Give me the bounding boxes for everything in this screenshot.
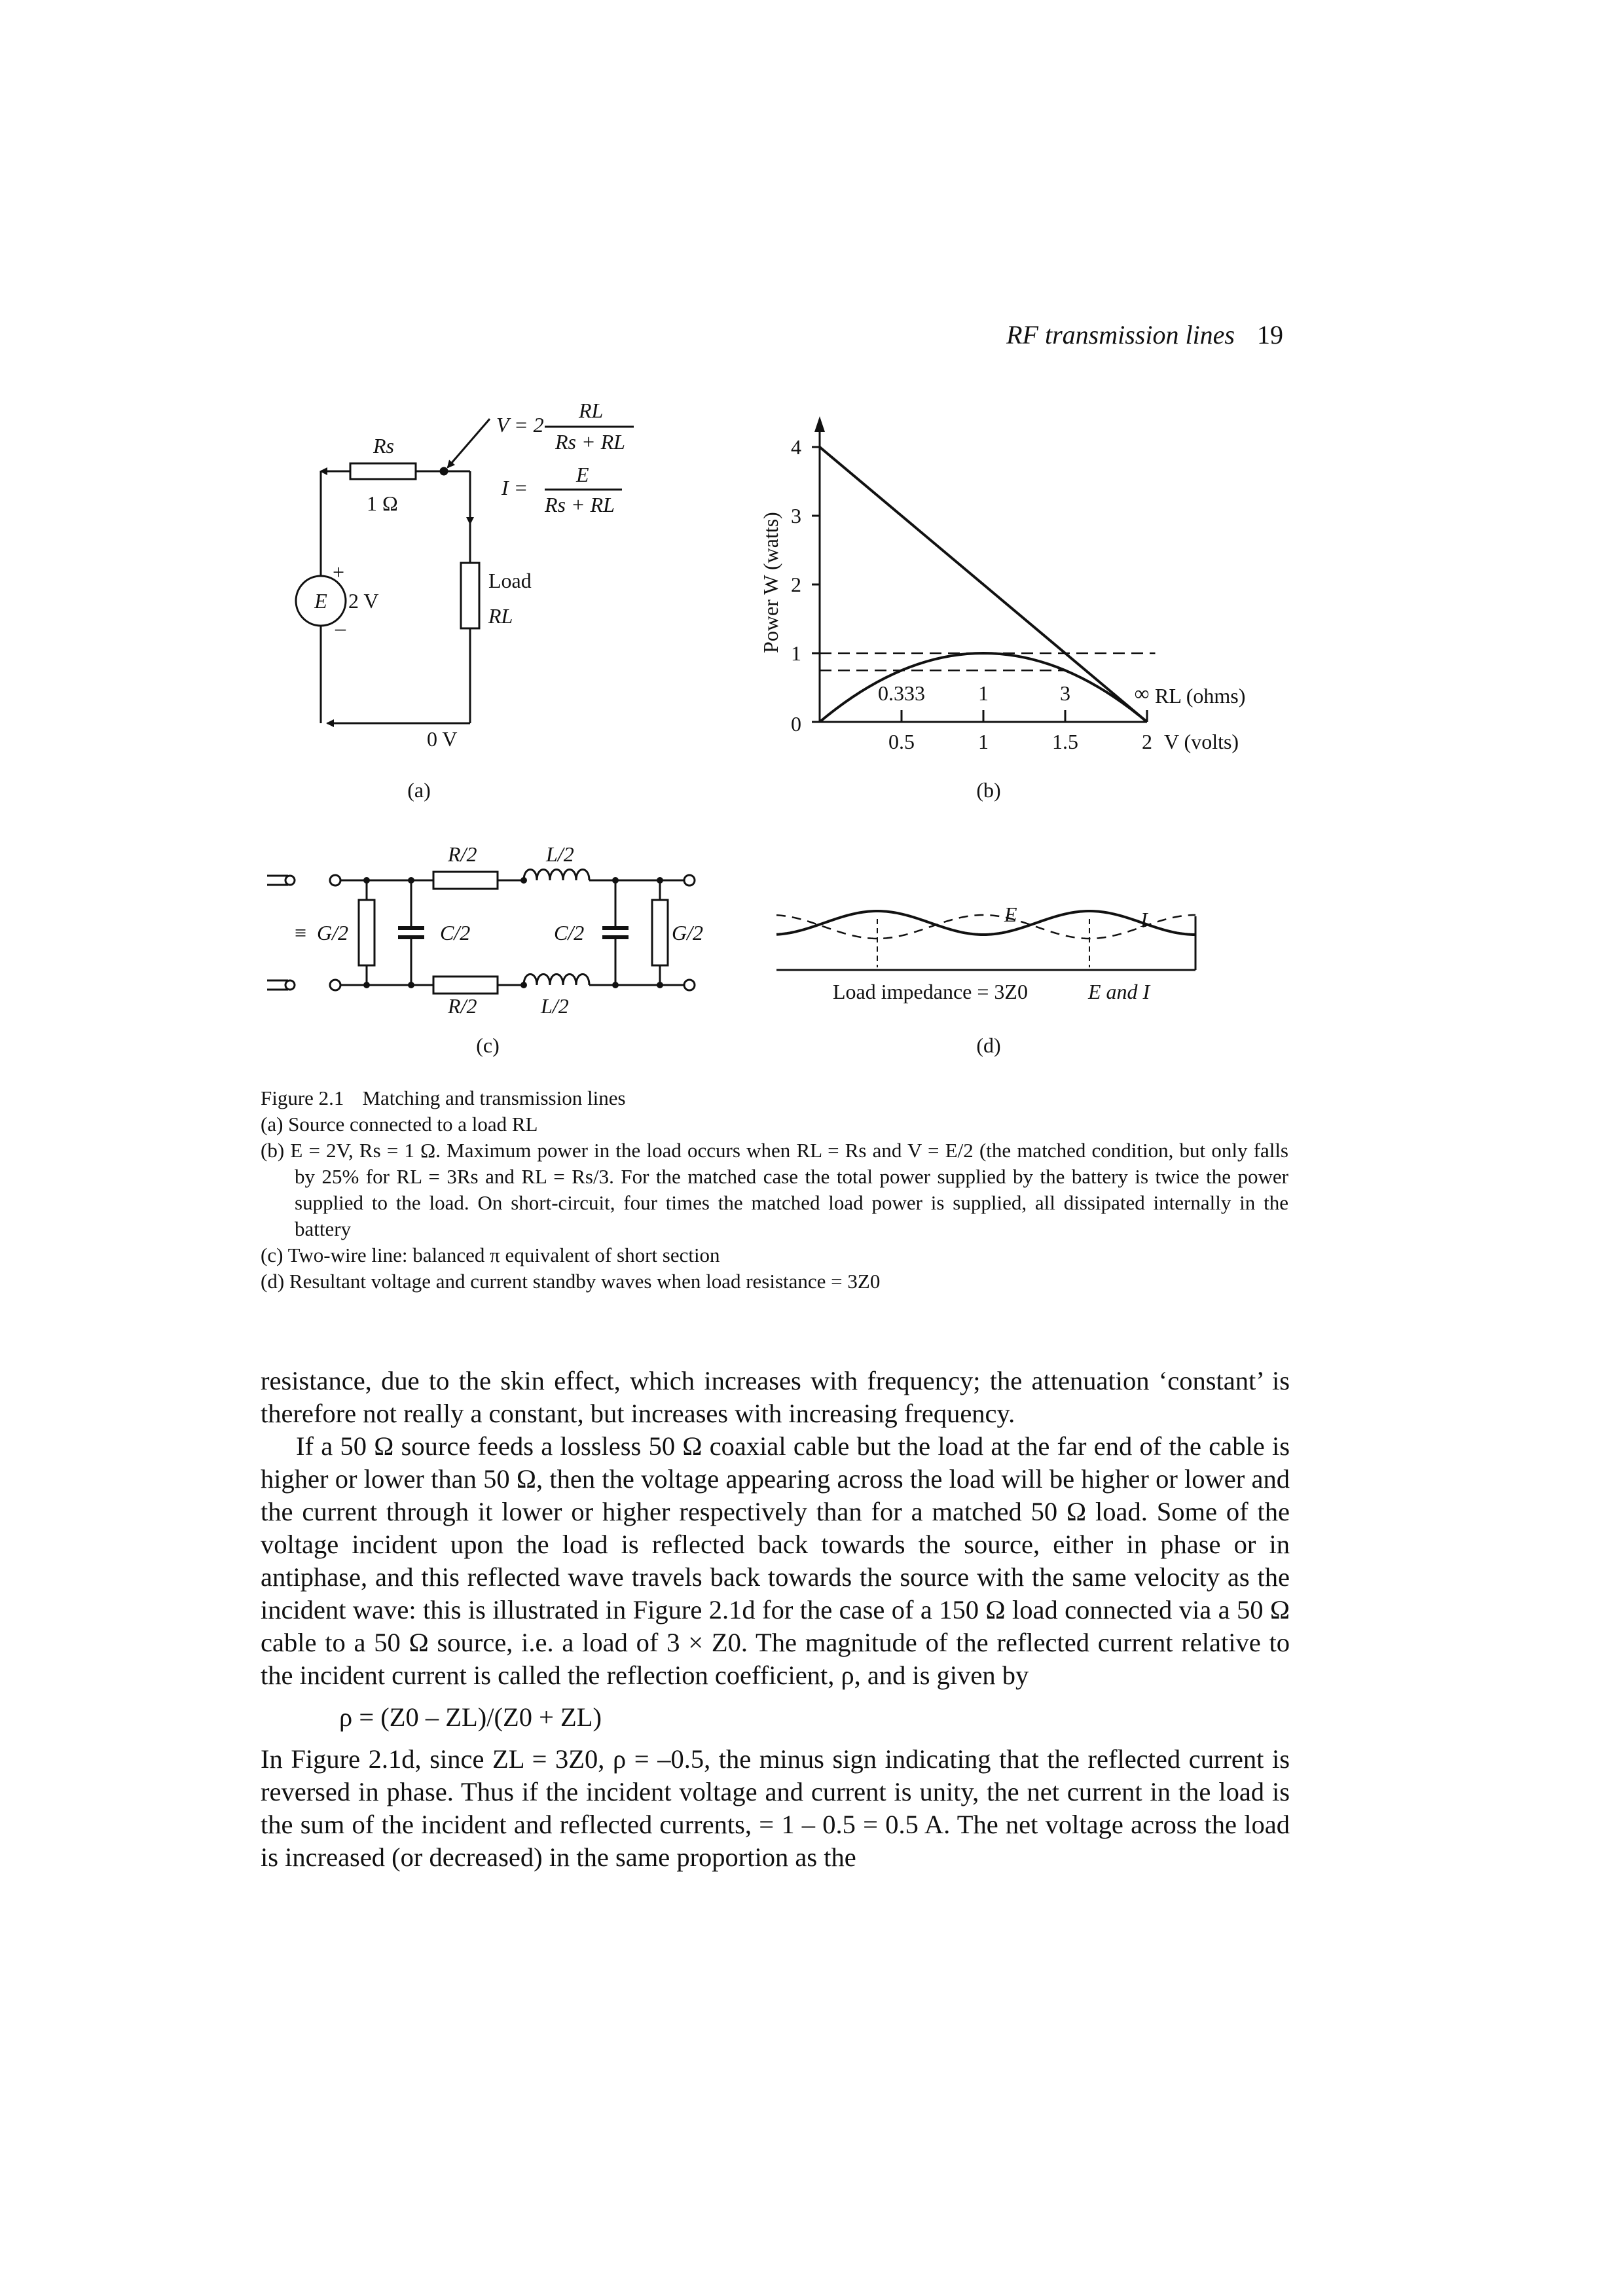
panel-b-label: (b) bbox=[976, 778, 1001, 802]
c-right-label: C/2 bbox=[554, 921, 585, 944]
c-left-label: C/2 bbox=[440, 921, 471, 944]
panel-c-label: (c) bbox=[476, 1033, 500, 1057]
load-label: Load bbox=[488, 569, 532, 592]
resistor-r2-top bbox=[433, 872, 498, 889]
panel-b-chart bbox=[759, 416, 1245, 802]
caption-title-text: Matching and transmission lines bbox=[362, 1086, 626, 1109]
resistor-r2-bottom bbox=[433, 977, 498, 994]
x2-axis-label: RL (ohms) bbox=[1155, 684, 1246, 708]
g-right-label: G/2 bbox=[672, 921, 703, 944]
x2-tick-label: 0.333 bbox=[878, 681, 925, 705]
resistor-load bbox=[461, 563, 479, 628]
i-formula-num: E bbox=[576, 463, 589, 486]
running-title: RF transmission lines bbox=[1006, 320, 1235, 350]
y-tick-label: 3 bbox=[791, 504, 801, 528]
x-tick-label: 1 bbox=[978, 730, 989, 753]
caption-b: (b) E = 2V, Rs = 1 Ω. Maximum power in the load occurs when RL = Rs and V = E/2 (the matched condition, but only falls by 25% for RL = 3Rs and RL = Rs/3. For the matched case the total power supplied by the battery is twice the power supplied to the load. On short-circuit, four times the matched load power is supplied, all dissipated internally in the battery bbox=[261, 1139, 1288, 1240]
series-total-power bbox=[820, 447, 1147, 722]
source-value: 2 V bbox=[348, 589, 379, 613]
y-tick-label: 1 bbox=[791, 641, 801, 665]
plus-sign: + bbox=[333, 560, 345, 584]
x2-tick-label: 3 bbox=[1060, 681, 1070, 705]
conductance-g2-right bbox=[652, 900, 668, 965]
i-wave-label: I bbox=[1140, 908, 1148, 931]
paragraph-3: In Figure 2.1d, since ZL = 3Z0, ρ = –0.5, the minus sign indicating that the reflected current is reversed in phase. Thus if the incident voltage and current is unity, the net current in the load is the sum of the incident and reflected currents, = 1 – 0.5 = 0.5 A. The net voltage across the load is increased (or decreased) in the same proportion as the bbox=[261, 1744, 1290, 1872]
x2-tick-label: ∞ bbox=[1134, 681, 1150, 705]
rs-label: Rs bbox=[373, 434, 394, 457]
r-top-label: R/2 bbox=[448, 842, 477, 866]
x2-tick-label: 1 bbox=[978, 681, 989, 705]
paragraph-1: resistance, due to the skin effect, which increases with frequency; the attenuation ‘constant’ is therefore not really a constant, but increases with increasing frequency. bbox=[261, 1366, 1290, 1428]
panel-d-waves bbox=[776, 911, 1195, 970]
panel-d-labels bbox=[833, 903, 1151, 1057]
x-tick-label: 0.5 bbox=[888, 730, 915, 753]
i-formula-lhs: I = bbox=[501, 476, 528, 499]
caption-figure-number: Figure 2.1 bbox=[261, 1086, 344, 1109]
ground-label: 0 V bbox=[427, 727, 458, 751]
caption-c: (c) Two-wire line: balanced π equivalent of short section bbox=[261, 1244, 720, 1266]
paragraph-2: If a 50 Ω source feeds a lossless 50 Ω coaxial cable but the load at the far end of the cable is higher or lower than 50 Ω, then the voltage appearing across the load will be higher or lower and the current through it lower or higher respectively than for a matched 50 Ω load. Some of the voltage incident upon the load is reflected back towards the source, either in phase or in antiphase, and this reflected wave travels back towards the source with the same velocity as the incident wave: this is illustrated in Figure 2.1d for the case of a 150 Ω load connected via a 50 Ω cable to a 50 Ω source, i.e. a load of 3 × Z0. The magnitude of the reflected current relative to the incident current is called the reflection coefficient, ρ, and is given by bbox=[261, 1431, 1290, 1690]
e-and-i-text: E and I bbox=[1088, 980, 1150, 1003]
y-axis-arrow bbox=[814, 416, 825, 432]
reflection-coefficient-equation: ρ = (Z0 – ZL)/(Z0 + ZL) bbox=[339, 1702, 602, 1732]
y-tick-label: 2 bbox=[791, 573, 801, 596]
caption-d: (d) Resultant voltage and current standby waves when load resistance = 3Z0 bbox=[261, 1270, 881, 1293]
v-formula-num: RL bbox=[579, 399, 604, 422]
r-bottom-label: R/2 bbox=[448, 994, 477, 1018]
inductor-l2-bottom bbox=[524, 975, 589, 986]
minus-sign: – bbox=[335, 616, 346, 639]
body-text bbox=[261, 1365, 1290, 1874]
equiv-sign: ≡ bbox=[295, 921, 307, 944]
caption-a: (a) Source connected to a load RL bbox=[261, 1113, 538, 1136]
x-axis-label: V (volts) bbox=[1164, 730, 1239, 753]
panel-d-label: (d) bbox=[976, 1033, 1001, 1057]
conductance-g2-left bbox=[359, 900, 374, 965]
panel-a-labels bbox=[314, 399, 625, 802]
l-bottom-label: L/2 bbox=[541, 994, 569, 1018]
load-impedance-text: Load impedance = 3Z0 bbox=[833, 980, 1028, 1003]
page-number: 19 bbox=[1257, 320, 1283, 350]
y-tick-label: 0 bbox=[791, 712, 801, 736]
panel-a-label: (a) bbox=[407, 778, 431, 802]
y-axis-label: Power W (watts) bbox=[759, 512, 782, 653]
y-tick-label: 4 bbox=[791, 435, 801, 459]
rl-label: RL bbox=[488, 604, 513, 628]
resistor-rs bbox=[350, 463, 416, 479]
inductor-l2-top bbox=[524, 870, 589, 881]
l-top-label: L/2 bbox=[546, 842, 574, 866]
panel-c-labels bbox=[295, 842, 703, 1057]
rs-value: 1 Ω bbox=[367, 492, 398, 515]
v-formula-lhs: V = 2 bbox=[496, 413, 544, 437]
i-formula-den: Rs + RL bbox=[545, 493, 615, 516]
g-left-label: G/2 bbox=[317, 921, 348, 944]
source-label: E bbox=[314, 589, 327, 613]
caption-title bbox=[261, 1085, 1288, 1111]
figure-caption bbox=[261, 1085, 1288, 1295]
x-tick-label: 2 bbox=[1142, 730, 1152, 753]
e-wave-label: E bbox=[1004, 903, 1017, 926]
x-tick-label: 1.5 bbox=[1052, 730, 1078, 753]
v-formula-den: Rs + RL bbox=[555, 430, 625, 454]
